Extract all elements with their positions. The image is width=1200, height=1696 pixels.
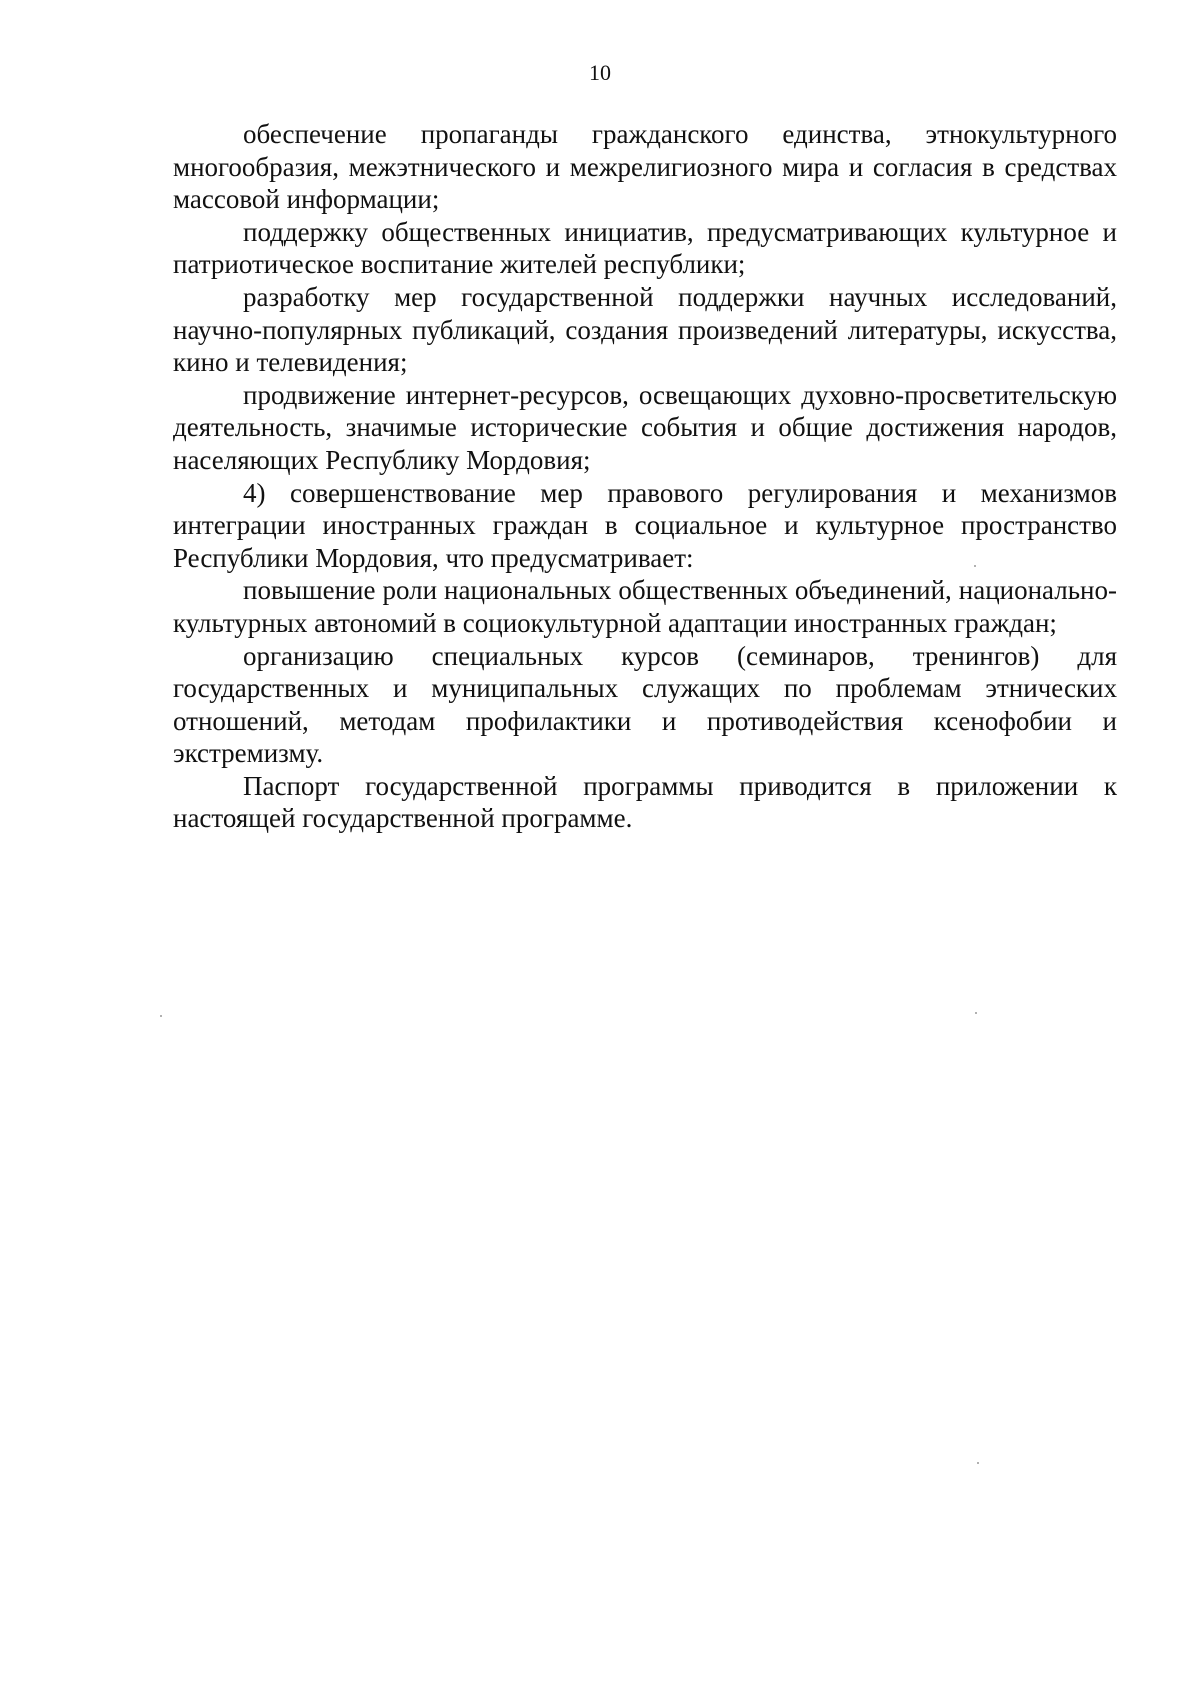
paragraph-media-propaganda: обеспечение пропаганды гражданского единства, этнокультурного многообразия, межэтнического и межрелигиозного мира и согласия в средствах массовой информации;: [173, 119, 1117, 215]
paragraph-program-passport: Паспорт государственной программы приводится в приложении к настоящей государственной программе.: [173, 770, 1117, 834]
paragraph-special-courses: организацию специальных курсов (семинаров, тренингов) для государственных и муниципальных служащих по проблемам этнических отношений, методам профилактики и противодействия ксенофобии и экстремизму.: [173, 640, 1117, 769]
page-number: 10: [589, 60, 611, 85]
document-body: [173, 118, 1117, 835]
paragraph-public-initiatives: поддержку общественных инициатив, предусматривающих культурное и патриотическое воспитание жителей республики;: [173, 216, 1117, 280]
scan-speck: [160, 1015, 162, 1017]
paragraph-research-support: разработку мер государственной поддержки научных исследований, научно-популярных публикаций, создания произведений литературы, искусства, кино и телевидения;: [173, 281, 1117, 378]
scan-speck: [975, 1012, 977, 1014]
scan-speck: [977, 1462, 979, 1464]
scan-speck: [974, 565, 976, 567]
paragraph-legal-regulation: 4) совершенствование мер правового регулирования и механизмов интеграции иностранных граждан в социальное и культурное пространство Республики Мордовия, что предусматривает:: [173, 477, 1117, 573]
paragraph-national-associations: повышение роли национальных общественных объединений, национально-культурных автономий в социокультурной адаптации иностранных граждан;: [173, 575, 1117, 638]
paragraph-internet-resources: продвижение интернет-ресурсов, освещающих духовно-просветительскую деятельность, значимые исторические события и общие достижения народов, населяющих Республику Мордовия;: [173, 379, 1117, 475]
